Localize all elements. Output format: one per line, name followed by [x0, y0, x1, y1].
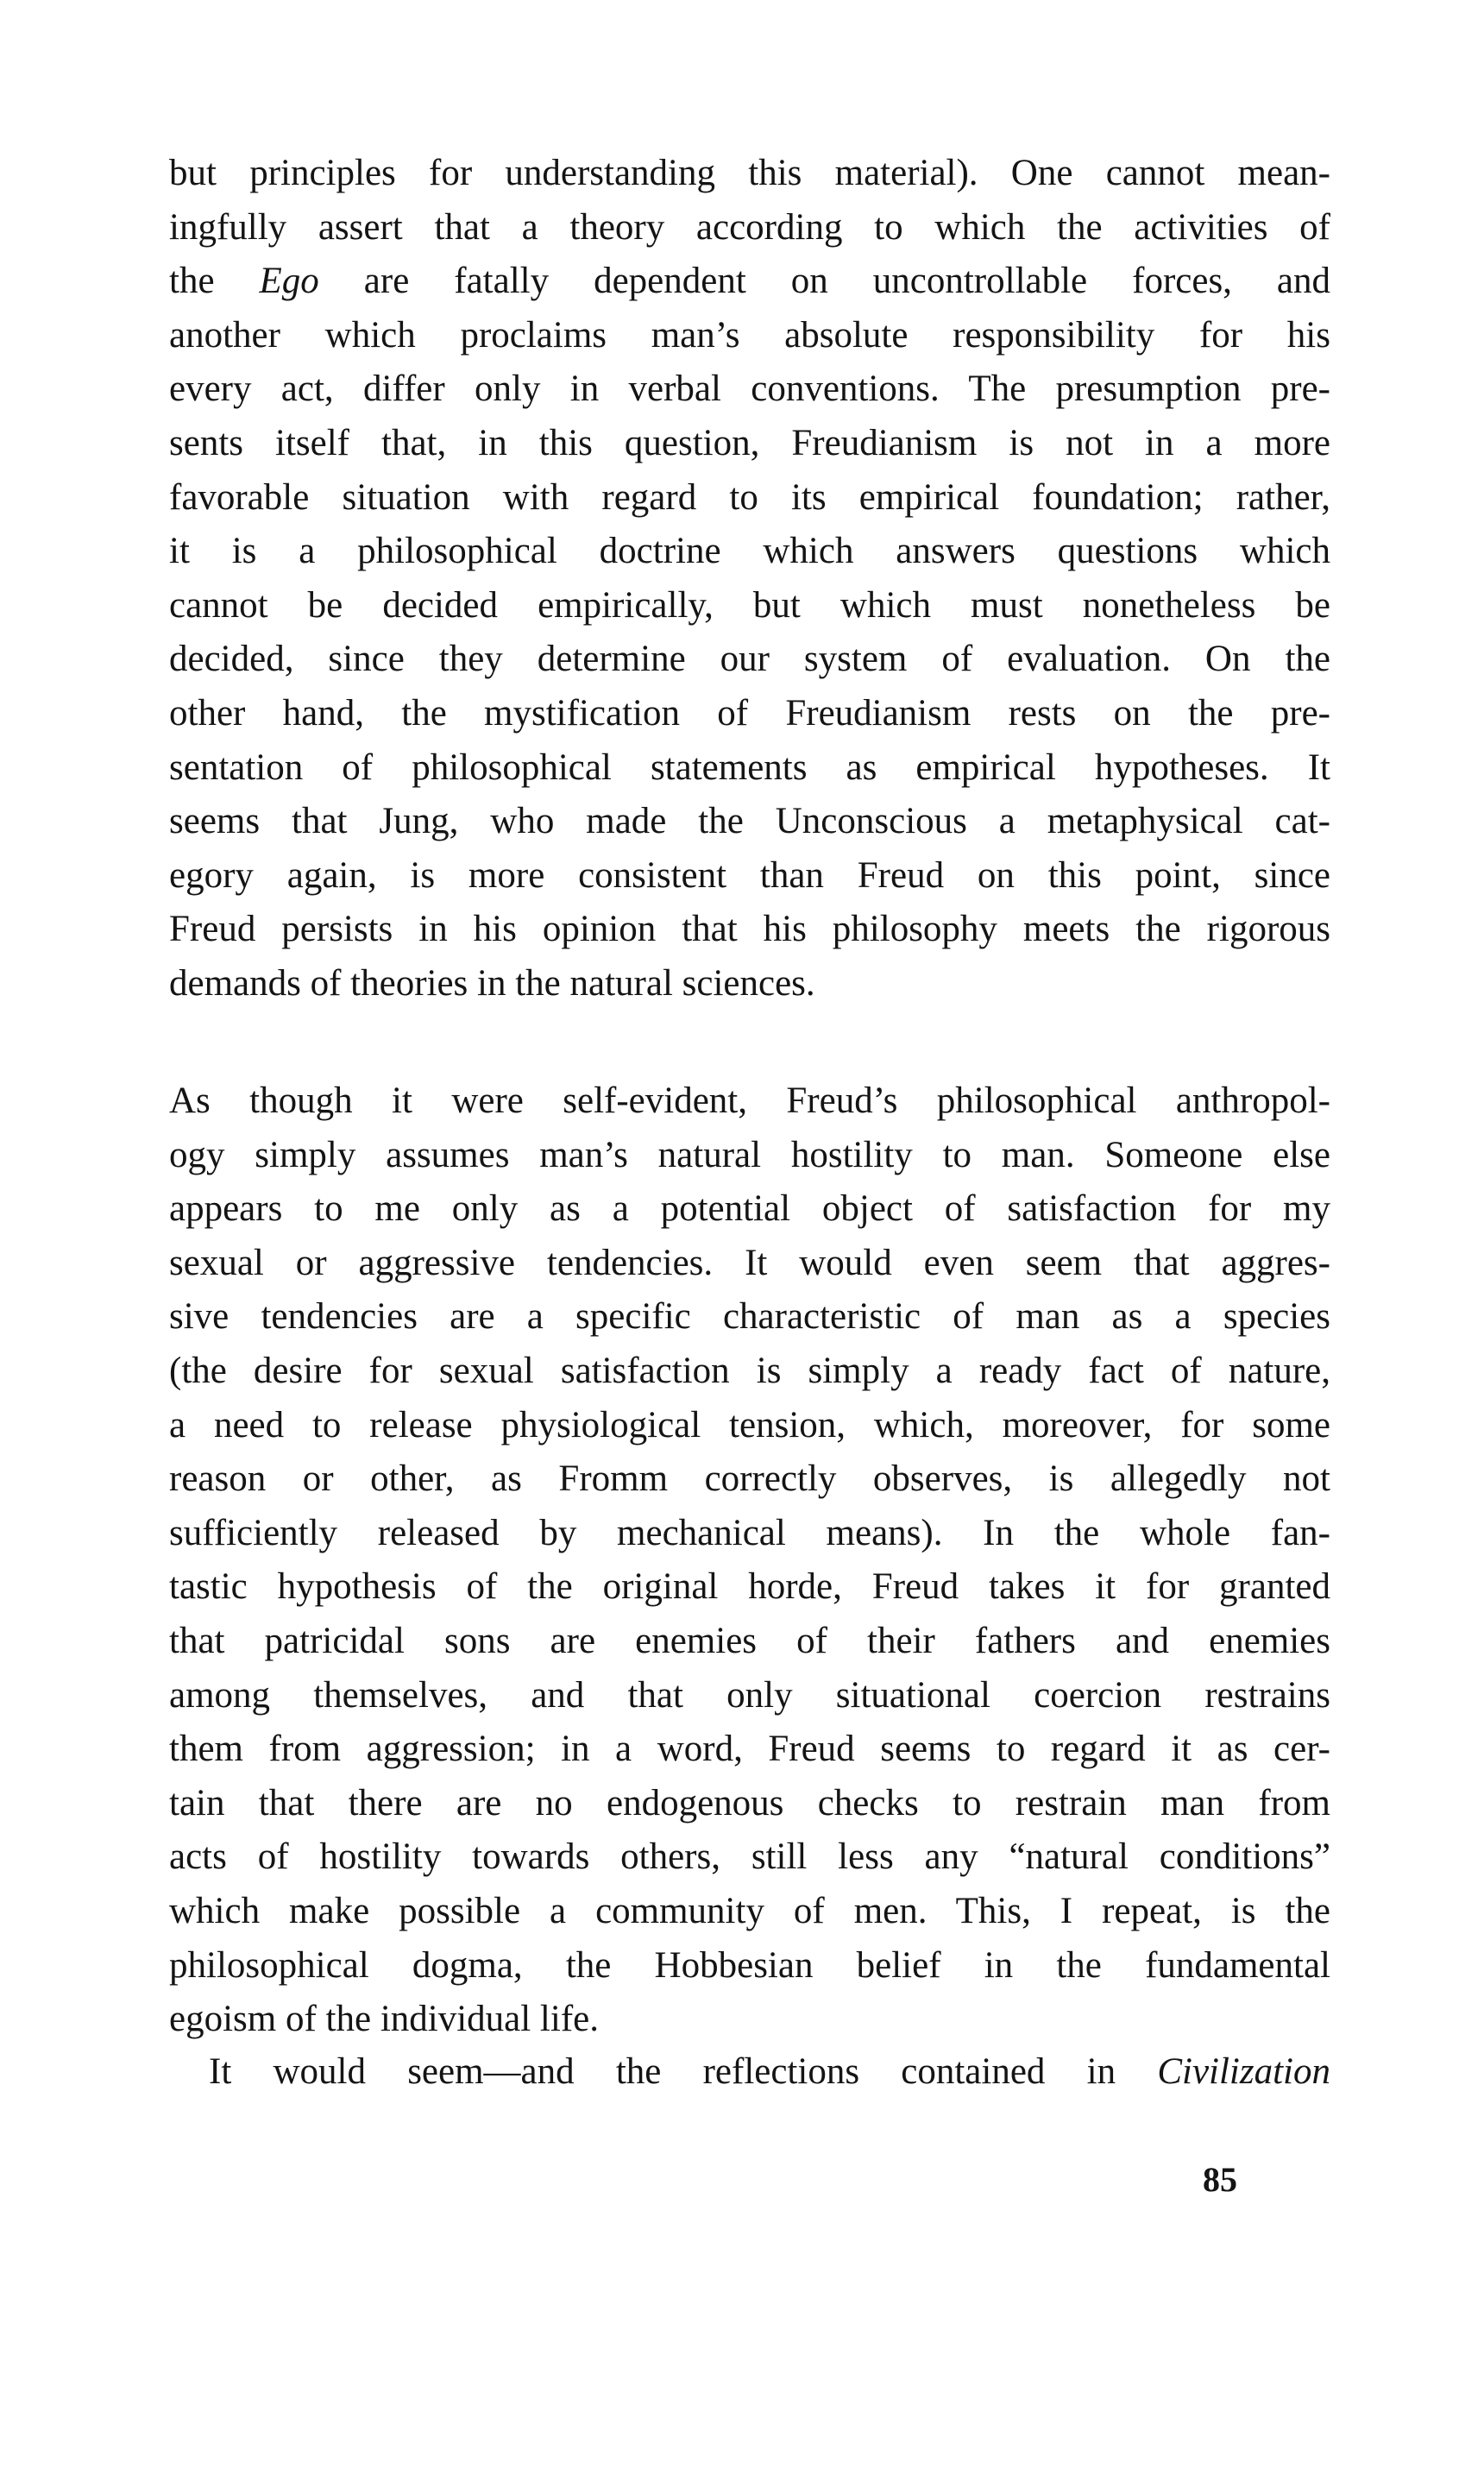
text-line: every act, differ only in verbal conventions. The presumption pre- [169, 368, 1330, 410]
text-line: decided, since they determine our system of evaluation. On the [169, 639, 1330, 680]
text-line-with-italic: It would seem—and the reflections contained in Civilization [209, 2051, 1330, 2092]
text-line: tain that there are no endogenous checks to restrain man from [169, 1782, 1330, 1823]
text-line: philosophical dogma, the Hobbesian belief in the fundamental [169, 1944, 1330, 1986]
text-line: ingfully assert that a theory according to which the activities of [169, 206, 1330, 248]
page-number: 85 [1203, 2160, 1237, 2199]
text-line: Freud persists in his opinion that his philosophy meets the rigorous [169, 909, 1330, 950]
paragraph-2 [169, 1074, 1330, 2047]
text-line: sive tendencies are a specific characteristic of man as a species [169, 1296, 1330, 1338]
text-line: sents itself that, in this question, Freudianism is not in a more [169, 422, 1330, 463]
italic-term: Civilization [1157, 2051, 1330, 2092]
italic-term: Ego [259, 261, 319, 302]
text-line: another which proclaims man’s absolute responsibility for his [169, 314, 1330, 356]
text-line: them from aggression; in a word, Freud seems to regard it as cer- [169, 1729, 1330, 1770]
text-line: sexual or aggressive tendencies. It would even seem that aggres- [169, 1242, 1330, 1283]
text-line: it is a philosophical doctrine which answers questions which [169, 531, 1330, 572]
text-line: cannot be decided empirically, but which must nonetheless be [169, 584, 1330, 626]
text-line-with-italic: the Ego are fatally dependent on uncontrollable forces, and [169, 261, 1330, 302]
text-line: a need to release physiological tension, which, moreover, for some [169, 1404, 1330, 1446]
text-line: As though it were self-evident, Freud’s philosophical anthropol- [169, 1080, 1330, 1121]
paragraph-1 [169, 147, 1330, 1011]
text-line: sentation of philosophical statements as empirical hypotheses. It [169, 746, 1330, 788]
text-line: appears to me only as a potential object of satisfaction for my [169, 1188, 1330, 1230]
paragraph-3 [169, 2045, 1330, 2100]
text-line: demands of theories in the natural sciences. [169, 962, 815, 1004]
text-line: egoism of the individual life. [169, 1999, 599, 2040]
text-line: among themselves, and that only situational coercion restrains [169, 1674, 1330, 1716]
text-line: egory again, is more consistent than Freud on this point, since [169, 854, 1330, 896]
text-line: acts of hostility towards others, still less any “natural conditions” [169, 1836, 1330, 1878]
text-line: that patricidal sons are enemies of their fathers and enemies [169, 1620, 1330, 1661]
text-line: (the desire for sexual satisfaction is simply a ready fact of nature, [169, 1350, 1330, 1391]
text-line: reason or other, as Fromm correctly observes, is allegedly not [169, 1458, 1330, 1500]
text-line: but principles for understanding this material). One cannot mean- [169, 153, 1330, 193]
text-line: which make possible a community of men. This, I repeat, is the [169, 1890, 1330, 1931]
text-line: seems that Jung, who made the Unconscious a metaphysical cat- [169, 801, 1330, 842]
text-line: sufficiently released by mechanical means). In the whole fan- [169, 1512, 1330, 1553]
text-line: ogy simply assumes man’s natural hostility to man. Someone else [169, 1134, 1330, 1175]
text-line: other hand, the mystification of Freudianism rests on the pre- [169, 692, 1330, 734]
text-line: tastic hypothesis of the original horde, Freud takes it for granted [169, 1566, 1330, 1608]
text-line: favorable situation with regard to its empirical foundation; rather, [169, 476, 1330, 518]
